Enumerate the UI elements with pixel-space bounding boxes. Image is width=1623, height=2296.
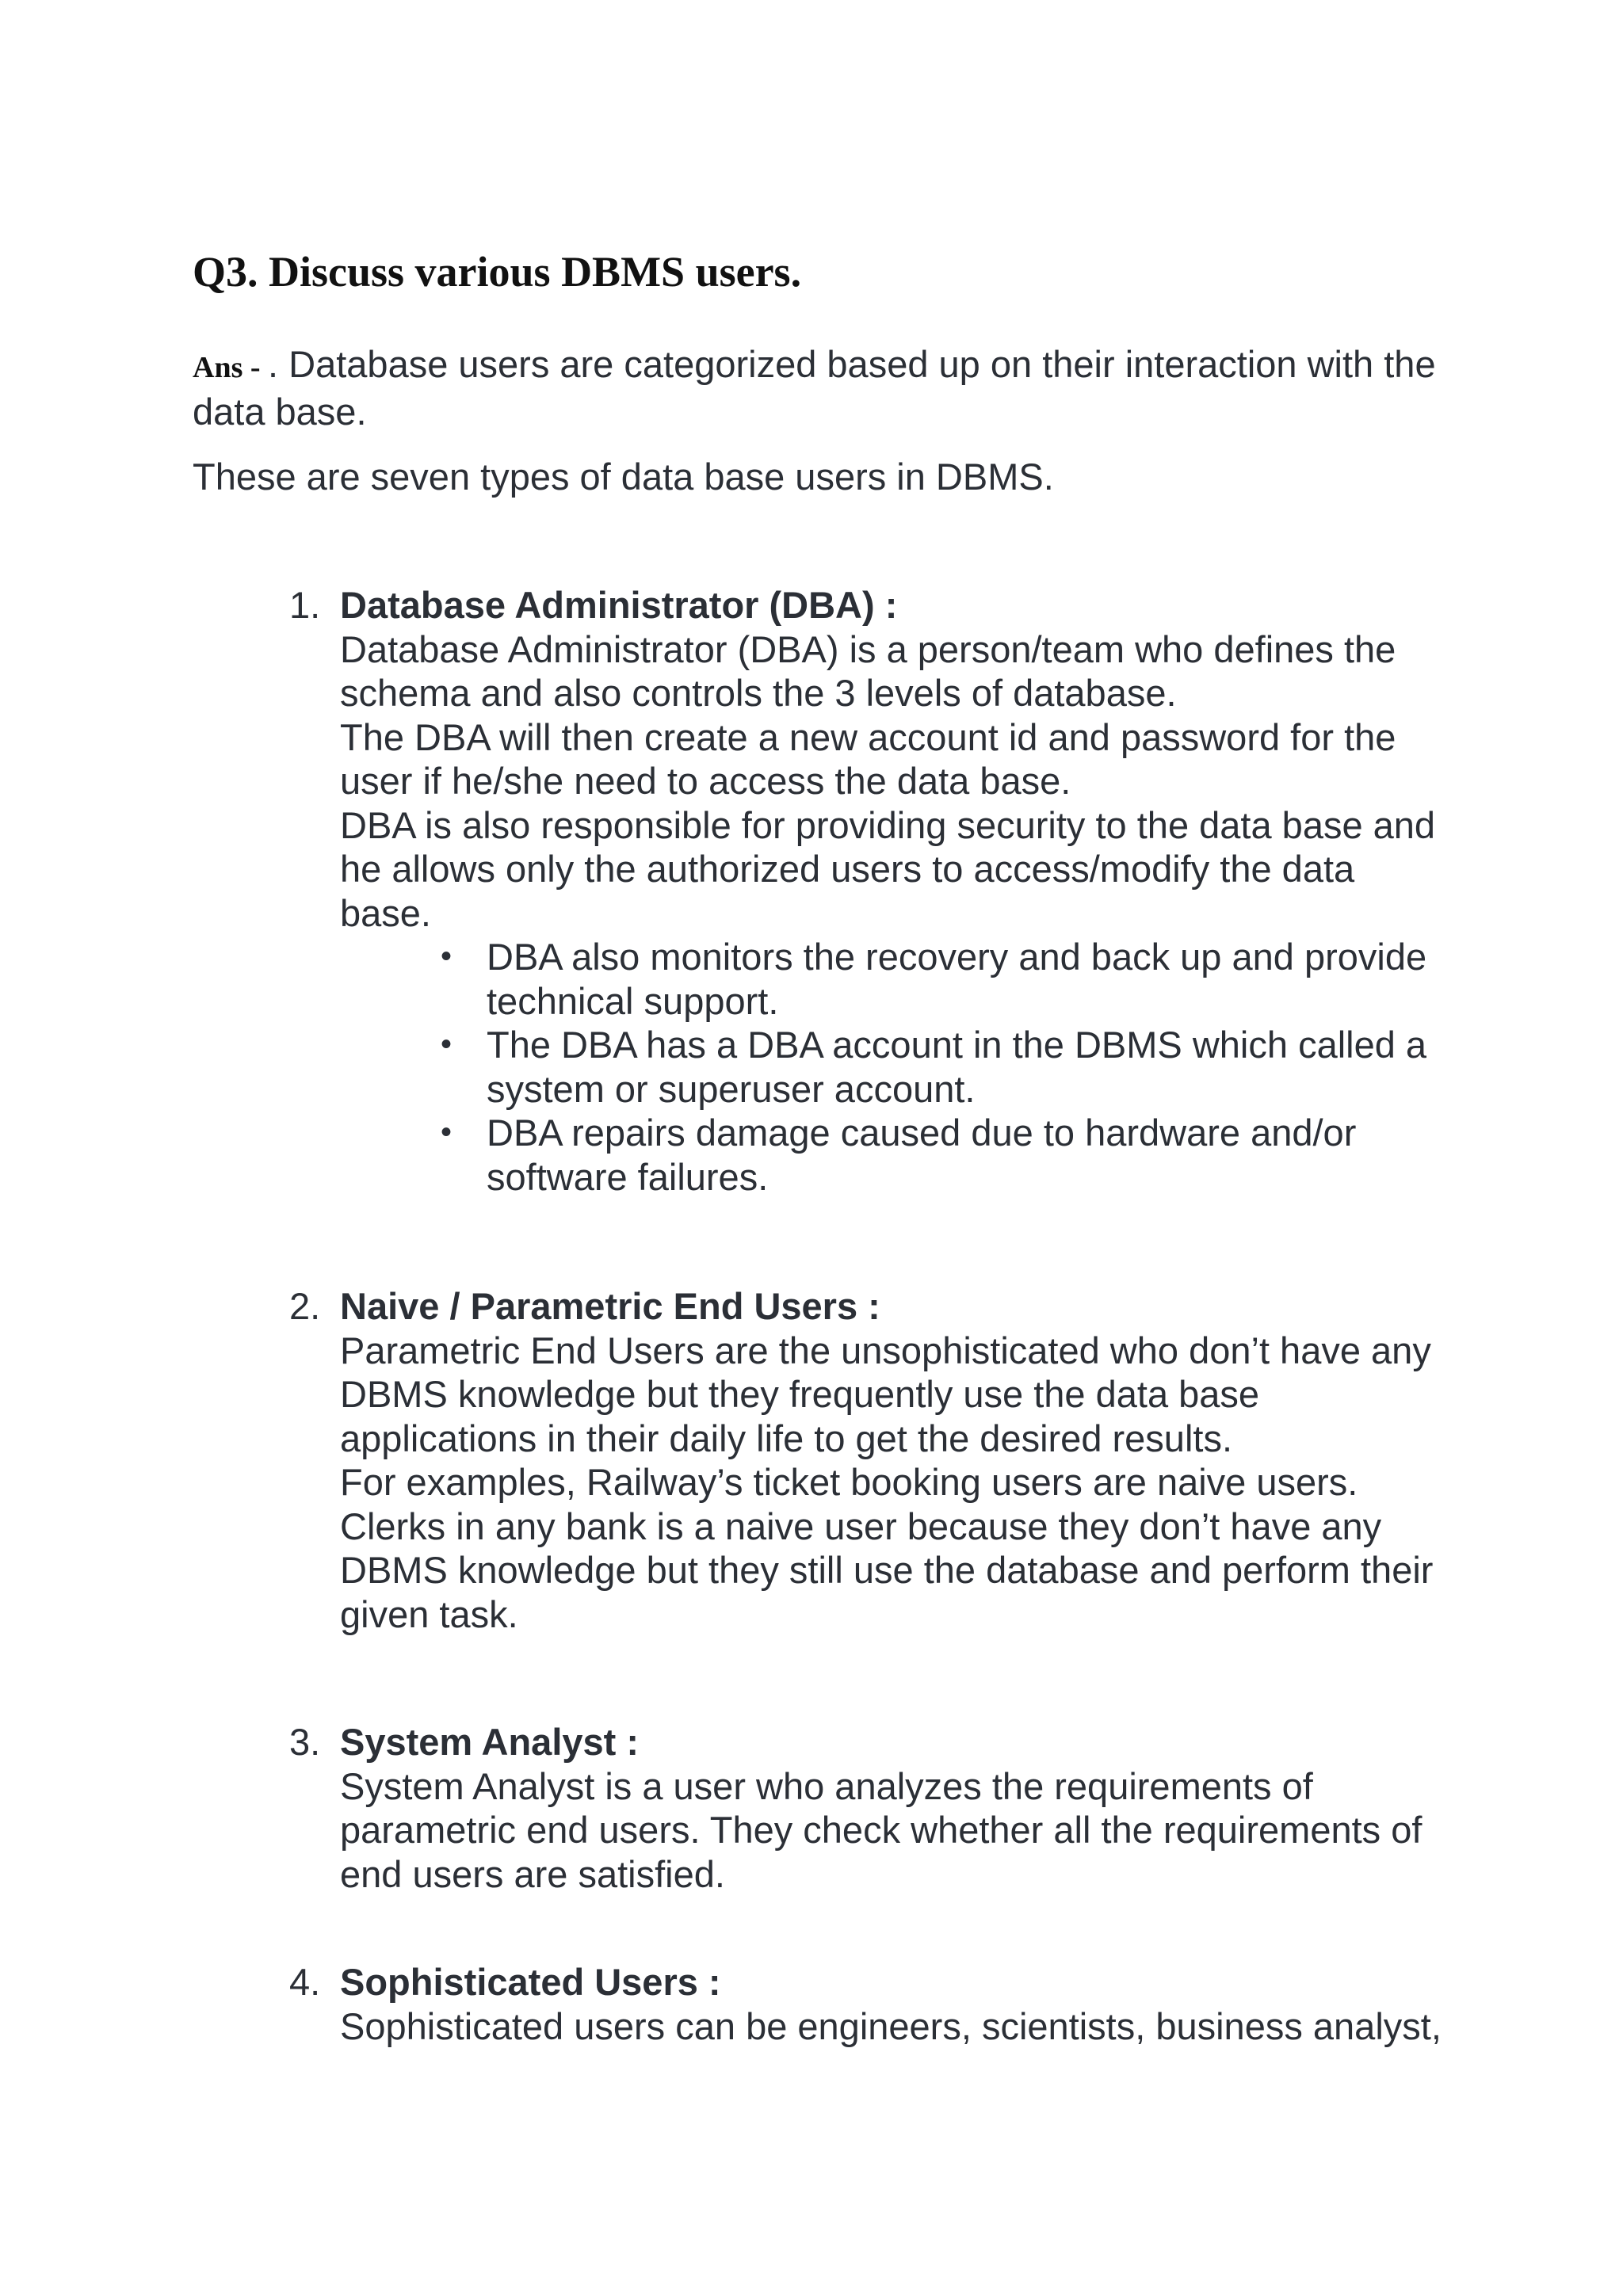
item-text-line: Sophisticated users can be engineers, scientists, business analyst,: [340, 2004, 1442, 2047]
list-item-sophisticated-users: [289, 1960, 1510, 2048]
list-item-system-analyst: [289, 1720, 1510, 1896]
item-text-line: parametric end users. They check whether all the requirements of: [340, 1809, 1423, 1851]
answer-paragraph: [193, 342, 1508, 434]
item-text-line: end users are satisfied.: [340, 1852, 725, 1895]
bullet-text-line: software failures.: [487, 1155, 769, 1198]
bullet-text-line: system or superuser account.: [487, 1067, 976, 1110]
item-text-line: base.: [340, 891, 431, 934]
item-text-line: The DBA will then create a new account id and password for the: [340, 715, 1396, 758]
list-item-naive-users: [289, 1284, 1510, 1636]
item-text-line: applications in their daily life to get the desired results.: [340, 1417, 1233, 1459]
item-text-line: given task.: [340, 1592, 518, 1635]
list-number: 3.: [289, 1721, 321, 1763]
item-text-line: user if he/she need to access the data base.: [340, 760, 1071, 802]
bullet-text-line: DBA repairs damage caused due to hardware and/or: [487, 1112, 1357, 1154]
bullet-text-line: The DBA has a DBA account in the DBMS which called a: [487, 1024, 1427, 1066]
bullet-list: [441, 935, 1510, 1199]
item-heading: Sophisticated Users :: [340, 1961, 721, 2003]
answer-text: . Database users are categorized based up on their interaction with the data base.: [193, 343, 1436, 433]
bullet-text-line: technical support.: [487, 979, 779, 1022]
list-number: 2.: [289, 1285, 321, 1327]
item-text-line: he allows only the authorized users to access/modify the data: [340, 848, 1355, 890]
item-text-line: DBMS knowledge but they still use the database and perform their: [340, 1549, 1434, 1591]
question-heading: Q3. Discuss various DBMS users.: [193, 248, 802, 296]
list-item-dba: [289, 583, 1510, 1199]
item-text-line: DBMS knowledge but they frequently use the data base: [340, 1373, 1260, 1415]
item-heading: System Analyst :: [340, 1721, 640, 1763]
bullet-text-line: DBA also monitors the recovery and back up and provide: [487, 936, 1427, 978]
bullet-item: [441, 1111, 1510, 1199]
item-text-line: Clerks in any bank is a naive user because they don’t have any: [340, 1505, 1382, 1547]
item-text-line: Database Administrator (DBA) is a person/team who defines the: [340, 627, 1396, 670]
item-text-line: DBA is also responsible for providing security to the data base and: [340, 803, 1436, 846]
answer-intro: These are seven types of data base users in DBMS.: [193, 456, 1054, 498]
bullet-icon: •: [441, 939, 453, 974]
item-text-line: Parametric End Users are the unsophisticated who don’t have any: [340, 1329, 1431, 1371]
bullet-item: [441, 935, 1510, 1023]
item-text-line: schema and also controls the 3 levels of database.: [340, 672, 1177, 714]
item-text-line: System Analyst is a user who analyzes the requirements of: [340, 1764, 1313, 1807]
answer-prefix: Ans -: [193, 351, 269, 384]
bullet-item: [441, 1023, 1510, 1111]
list-number: 4.: [289, 1961, 321, 2003]
item-heading: Database Administrator (DBA) :: [340, 584, 898, 626]
list-number: 1.: [289, 584, 321, 626]
item-heading: Naive / Parametric End Users :: [340, 1285, 880, 1327]
bullet-icon: •: [441, 1115, 453, 1150]
item-text-line: For examples, Railway’s ticket booking users are naive users.: [340, 1461, 1358, 1503]
bullet-icon: •: [441, 1027, 453, 1062]
